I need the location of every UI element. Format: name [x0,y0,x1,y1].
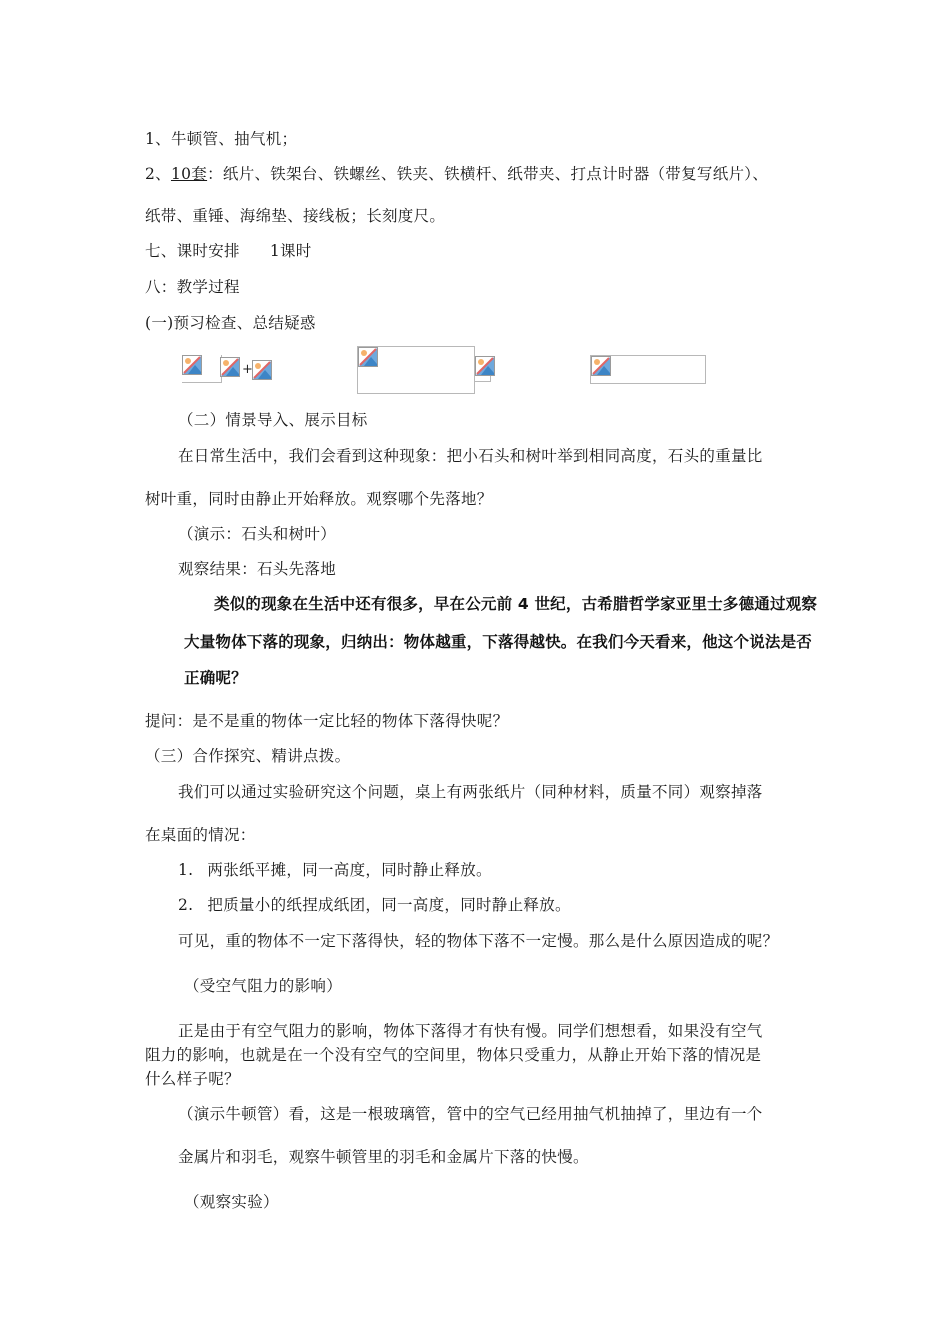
formula-image-3 [252,360,274,382]
broken-image-icon [252,360,272,380]
formula-image-4 [357,346,475,394]
quantity-underlined: 10套 [170,165,208,183]
air-paragraph-line-3: 什么样子呢？ [145,1070,240,1088]
aristotle-paragraph-line-2: 大量物体下落的现象，归纳出：物体越重，下落得越快。在我们今天看来，他这个说法是否 [184,633,813,651]
equipment-line-3: 纸带、重锤、海绵垫、接线板；长刻度尺。 [145,207,446,225]
equipment-line-2 [145,163,768,185]
list-number: 2、 [145,165,171,183]
plus-sign: + [242,362,253,377]
list-item: 1. 两张纸平摊，同一高度，同时静止释放。 [178,861,492,879]
formula-image-1 [182,355,222,383]
paragraph-scenario-line-2: 树叶重，同时由静止开始释放。观察哪个先落地？ [145,490,493,508]
broken-image-icon [475,356,495,376]
aristotle-paragraph-line-3: 正确呢？ [184,669,247,687]
schedule-value: 1课时 [269,242,312,260]
list-number: 2. [178,896,194,914]
newton-tube-line-1: （演示牛顿管）看，这是一根玻璃管，管中的空气已经用抽气机抽掉了，里边有一个 [178,1105,763,1123]
list-number: 1. [178,861,194,879]
question-line: 提问：是不是重的物体一定比轻的物体下落得快呢？ [145,712,509,730]
broken-image-icon [591,356,611,376]
demo-note: （演示：石头和树叶） [178,525,337,543]
air-resistance-note: （受空气阻力的影响） [184,977,343,995]
broken-image-icon [220,357,240,377]
air-paragraph-line-2: 阻力的影响，也就是在一个没有空气的空间里，物体只受重力，从静止开始下落的情况是 [145,1046,762,1064]
conclusion-line: 可见，重的物体不一定下落得快，轻的物体下落不一定慢。那么是什么原因造成的呢？ [178,932,779,950]
formula-image-5 [475,356,491,382]
newton-tube-line-2: 金属片和羽毛，观察牛顿管里的羽毛和金属片下落的快慢。 [178,1148,589,1166]
schedule-label: 七、课时安排 [145,242,240,260]
aristotle-paragraph-line-1: 类似的现象在生活中还有很多，早在公元前 4 世纪，古希腊哲学家亚里士多德通过观察 [214,595,818,613]
observation-result: 观察结果：石头先落地 [178,560,337,578]
schedule-line [145,240,312,262]
experiment-paragraph-line-1: 我们可以通过实验研究这个问题，桌上有两张纸片（同种材料，质量不同）观察掉落 [178,783,763,801]
subsection-heading-3: （三）合作探究、精讲点拨。 [145,747,351,765]
broken-image-icon [182,355,202,375]
formula-image-6 [590,355,706,384]
experiment-paragraph-line-2: 在桌面的情况： [145,826,256,844]
broken-image-icon [358,347,378,367]
air-paragraph-line-1: 正是由于有空气阻力的影响，物体下落得才有快有慢。同学们想想看，如果没有空气 [178,1022,763,1040]
subsection-heading-2: （二）情景导入、展示目标 [178,411,368,429]
equipment-line-1: 1、牛顿管、抽气机； [145,130,298,148]
observe-experiment-note: （观察实验） [184,1193,279,1211]
equipment-list: ：纸片、铁架台、铁螺丝、铁夹、铁横杆、纸带夹、打点计时器（带复写纸片）、 [207,165,769,183]
paragraph-scenario-line-1: 在日常生活中，我们会看到这种现象：把小石头和树叶举到相同高度，石头的重量比 [178,447,763,465]
formula-image-2 [220,357,242,381]
subsection-heading-1: (一)预习检查、总结疑惑 [145,314,316,332]
list-item: 2. 把质量小的纸捏成纸团，同一高度，同时静止释放。 [178,896,571,914]
section-heading-process: 八：教学过程 [145,278,240,296]
